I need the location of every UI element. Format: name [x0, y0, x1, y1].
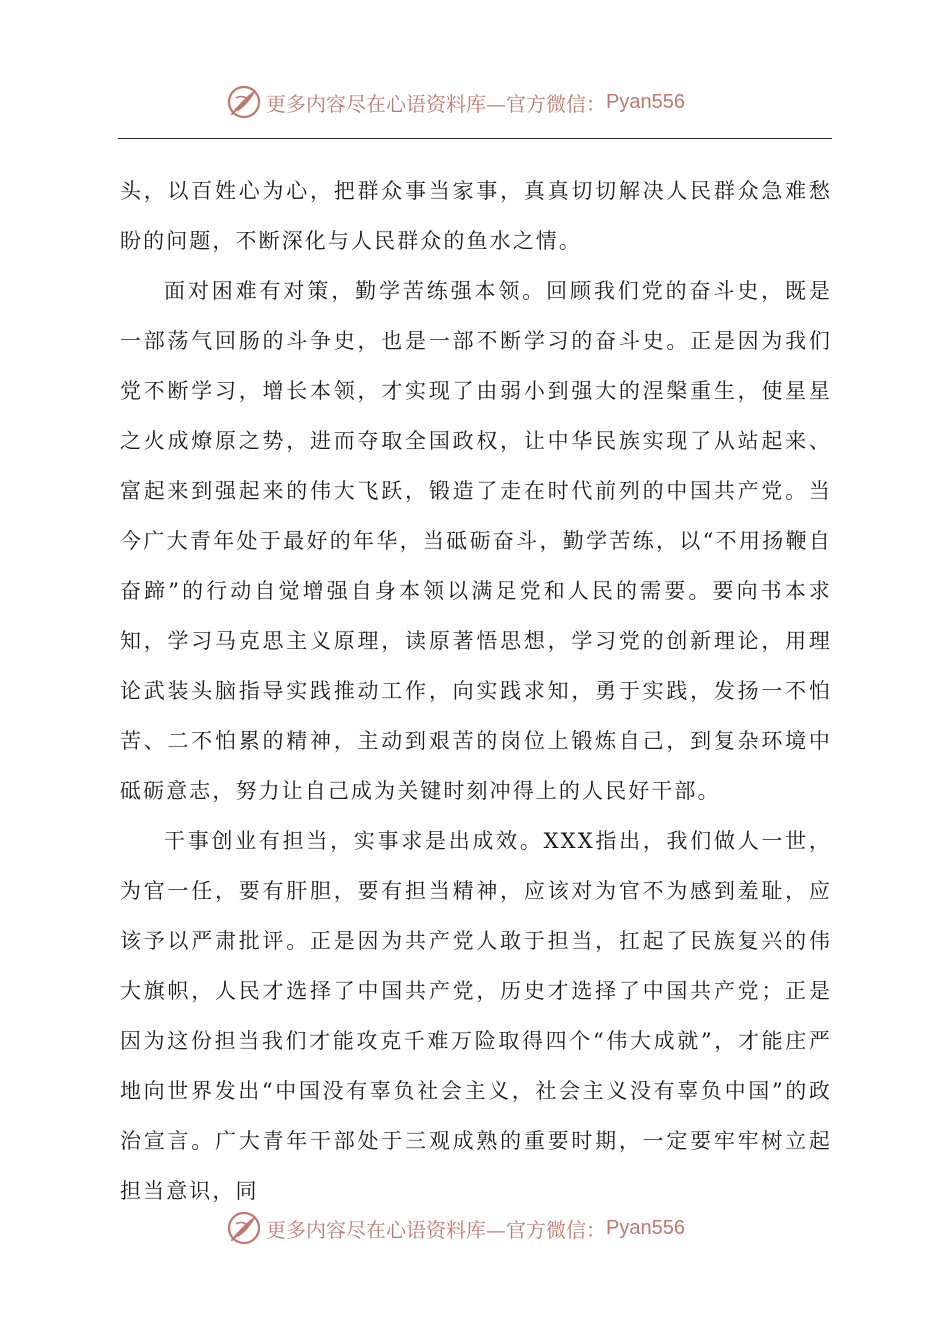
header-banner-text: 更多内容尽在心语资料库—官方微信：: [266, 91, 606, 116]
paragraph-study: 面对困难有对策，勤学苦练强本领。回顾我们党的奋斗史，既是一部荡气回肠的斗争史，也是一部不断学习的奋斗史。正是因为我们党不断学习，增长本领，才实现了由弱小到强大的涅槃重生，使星星之火成燎原之势，进而夺取全国政权，让中华民族实现了从站起来、富起来到强起来的伟大飞跃，锻造了走在时代前列的中国共产党。当今广大青年处于最好的年华，当砥砺奋斗，勤学苦练，以“不用扬鞭自奋蹄”的行动自觉增强自身本领以满足党和人民的需要。要向书本求知，学习马克思主义原理，读原著悟思想，学习党的创新理论，用理论武装头脑指导实践推动工作，向实践求知，勇于实践，发扬一不怕苦、二不怕累的精神，主动到艰苦的岗位上锻炼自己，到复杂环境中砥砺意志，努力让自己成为关键时刻冲得上的人民好干部。: [120, 279, 832, 803]
footer-wechat-id: Pyan556: [606, 1216, 685, 1239]
footer-banner-text: 更多内容尽在心语资料库—官方微信：: [266, 1217, 606, 1242]
header-wechat-id: Pyan556: [606, 90, 685, 113]
header-divider: [118, 138, 832, 139]
quill-logo-icon: [226, 84, 262, 120]
quill-logo-icon: [226, 1210, 262, 1246]
paragraph-responsibility: 干事创业有担当，实事求是出成效。XXX指出，我们做人一世，为官一任，要有肝胆，要有担当精神，应该对为官不为感到羞耻，应该予以严肃批评。正是因为共产党人敢于担当，扛起了民族复兴的伟大旗帜，人民才选择了中国共产党，历史才选择了中国共产党；正是因为这份担当我们才能攻克千难万险取得四个“伟大成就”，才能庄严地向世界发出“中国没有辜负社会主义，社会主义没有辜负中国”的政治宣言。广大青年干部处于三观成熟的重要时期，一定要牢牢树立起担当意识，同: [120, 829, 832, 1203]
paragraph-continued: 头，以百姓心为心，把群众事当家事，真真切切解决人民群众急难愁盼的问题，不断深化与人民群众的鱼水之情。: [120, 179, 832, 253]
header-banner: [0, 82, 950, 122]
document-body: [120, 166, 832, 1216]
footer-banner: [0, 1208, 950, 1248]
